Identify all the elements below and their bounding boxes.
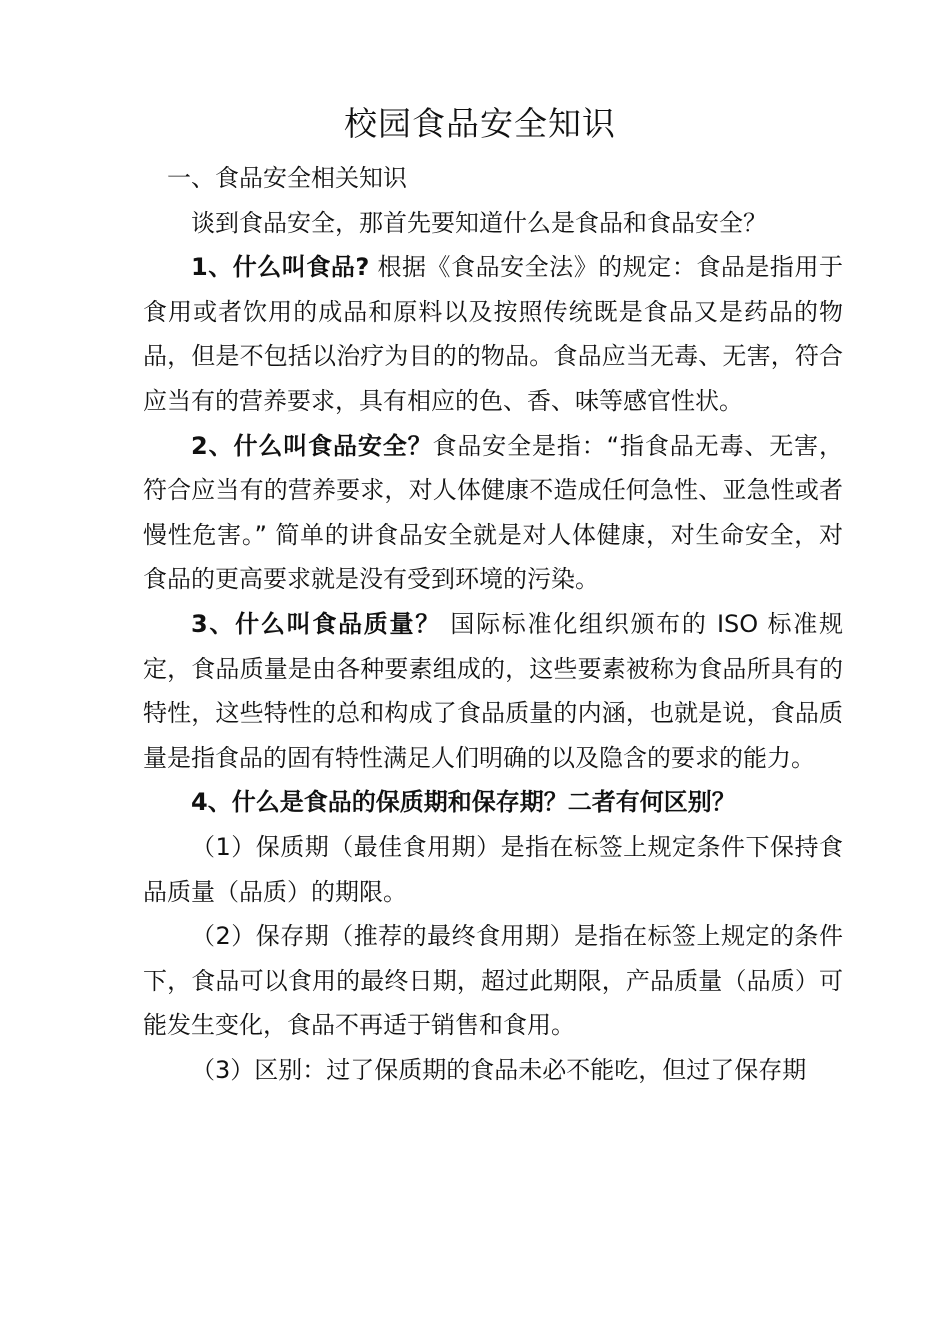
- shelf-life-item-3: （3）区别：过了保质期的食品未必不能吃，但过了保存期: [191, 1055, 807, 1084]
- q1-question: 1、什么叫食品?: [191, 253, 370, 282]
- q1-paragraph: [143, 245, 843, 423]
- shelf-life-item-1: （1）保质期（最佳食用期）是指在标签上规定条件下保持食品质量（品质）的期限。: [143, 832, 843, 906]
- section-heading: 一、食品安全相关知识: [167, 164, 407, 192]
- q2-question: 2、什么叫食品安全？: [191, 431, 433, 460]
- q1-answer: 根据《食品安全法》的规定：食品是指用于食用或者饮用的成品和原料以及按照传统既是食品又是药品的物品，但是不包括以治疗为目的的物品。食品应当无毒、无害，符合应当有的营养要求，具有相应的色、香、味等感官性状。: [143, 253, 843, 415]
- document-title: 校园食品安全知识: [344, 104, 616, 143]
- q3-question: 3、什么叫食品质量？: [191, 609, 441, 638]
- q4-paragraph: [143, 780, 843, 825]
- shelf-life-item-2: （2）保存期（推荐的最终食用期）是指在标签上规定的条件下，食品可以食用的最终日期，超过此期限，产品质量（品质）可能发生变化，食品不再适于销售和食用。: [143, 922, 843, 1040]
- q3-answer: 国际标准化组织颁布的 ISO 标准规定，食品质量是由各种要素组成的，这些要素被称为食品所具有的特性，这些特性的总和构成了食品质量的内涵，也就是说，食品质量是指食品的固有特性满足人们明确的以及隐含的要求的能力。: [143, 609, 843, 772]
- q4-question: 4、什么是食品的保质期和保存期？二者有何区别？: [191, 788, 736, 817]
- q2-answer: 食品安全是指：“指食品无毒、无害，符合应当有的营养要求，对人体健康不造成任何急性、亚急性或者慢性危害。” 简单的讲食品安全就是对人体健康，对生命安全，对食品的更高要求就是没有受到环境的污染。: [143, 431, 843, 594]
- q3-paragraph: [143, 602, 843, 780]
- intro-paragraph: 谈到食品安全，那首先要知道什么是食品和食品安全？: [191, 208, 767, 237]
- document-body: [143, 156, 843, 1092]
- q2-paragraph: [143, 424, 843, 602]
